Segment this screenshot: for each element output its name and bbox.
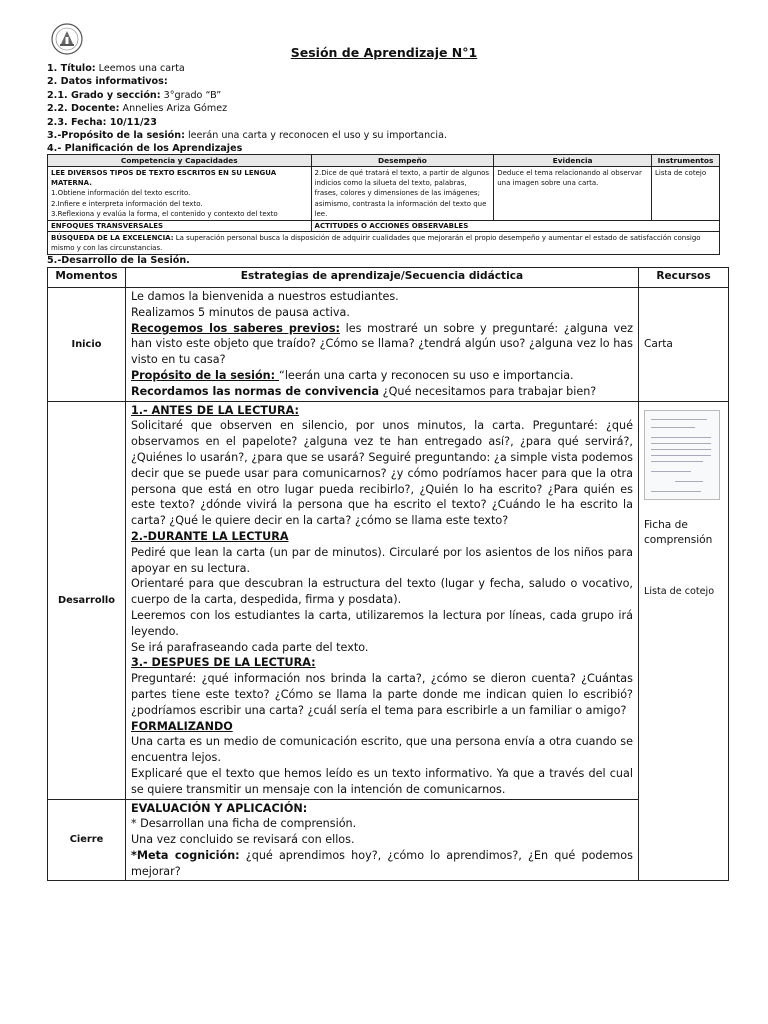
informative-data: 1. Título: Leemos una carta 2. Datos informativos: 2.1. Grado y sección: 3°grado “B” 2.2. Docente: Annelies Ariza Gómez 2.3. Fecha: 10/11/23 3.-Propósito de la sesión: leerán una carta y reconocen el uso y su importancia. 4.- Planificación de los Aprendizajes bbox=[47, 63, 448, 155]
plan-header: Competencia y Capacidades bbox=[48, 155, 312, 167]
strategy-cierre: EVALUACIÓN Y APLICACIÓN: * Desarrollan una ficha de comprensión. Una vez concluido se revisará con ellos. *Meta cognición: ¿qué aprendimos hoy?, ¿cómo lo aprendimos?, ¿En qué podemos mejorar? bbox=[125, 799, 638, 881]
resource-desarrollo: Ficha de comprensión Lista de cotejo bbox=[638, 401, 728, 881]
section-heading: 5.-Desarrollo de la Sesión. bbox=[47, 255, 190, 266]
page-title: Sesión de Aprendizaje N°1 bbox=[290, 45, 478, 60]
plan-header: Desempeño bbox=[311, 155, 494, 167]
plan-instrumentos: Lista de cotejo bbox=[651, 167, 719, 221]
dev-header: Recursos bbox=[638, 268, 728, 288]
moment-cierre: Cierre bbox=[48, 799, 126, 881]
plan-competencia: LEE DIVERSOS TIPOS DE TEXTO ESCRITOS EN SU LENGUA MATERNA. 1.Obtiene información del texto escrito. 2.Infiere e interpreta información del texto. 3.Reflexiona y evalúa la forma, el contenido y contexto del texto bbox=[48, 167, 312, 221]
moment-inicio: Inicio bbox=[48, 288, 126, 402]
excelencia-row: BÚSQUEDA DE LA EXCELENCIA: La superación personal busca la disposición de adquirir cualidades que mejorarán el propio desempeño y aumentar el estado de satisfacción consigo mismo y con las circunstancias. bbox=[48, 232, 720, 255]
letter-worksheet-thumbnail bbox=[644, 410, 720, 500]
plan-header: Evidencia bbox=[494, 155, 652, 167]
plan-header: Instrumentos bbox=[651, 155, 719, 167]
moment-desarrollo: Desarrollo bbox=[48, 401, 126, 799]
strategy-inicio: Le damos la bienvenida a nuestros estudiantes. Realizamos 5 minutos de pausa activa. Recogemos los saberes previos: les mostraré un sobre y preguntaré: ¿alguna vez han visto este objeto que traído? ¿Cómo se llama? ¿tendrá algún uso? ¿alguna vez lo has visto en tu casa? Propósito de la sesión: “leerán una carta y reconocen su uso e importancia. Recordamos las normas de convivencia ¿Qué necesitamos para trabajar bien? bbox=[125, 288, 638, 402]
plan-desempeno: 2.Dice de qué tratará el texto, a partir de algunos indicios como la silueta del texto, palabras, frases, colores y dimensiones de las imágenes; asimismo, contrasta la información del texto que lee. bbox=[311, 167, 494, 221]
actitudes-header: ACTITUDES O ACCIONES OBSERVABLES bbox=[311, 221, 719, 232]
enfoques-header: ENFOQUES TRANSVERSALES bbox=[48, 221, 312, 232]
session-table bbox=[47, 267, 729, 881]
planning-table bbox=[47, 154, 720, 255]
plan-evidencia: Deduce el tema relacionando al observar una imagen sobre una carta. bbox=[494, 167, 652, 221]
strategy-desarrollo: 1.- ANTES DE LA LECTURA: Solicitaré que observen en silencio, por unos minutos, la carta. Preguntaré: ¿qué observamos en el papelote? ¿alguna vez te han entregado así?, ¿para qué servirá?, ¿Quiénes lo usarán?, ¿para que se usará? Seguiré preguntando: ¿a simple vista podemos decir que se puede usar para comunicarnos? ¿y cómo podríamos hacer para que la otra persona que está en otro lugar pueda recibirlo?, ¿Quién lo ha escrito? ¿Para quién es este texto? ¿dónde vivirá la persona que ha escrito el texto? ¿Cuándo le ha escrito la carta? ¿Qué le quiere decir en la carta? ¿cómo se llama este texto? 2.-DURANTE LA LECTURA Pediré que lean la carta (un par de minutos). Circularé por los asientos de los niños para apoyar en su lectura. Orientaré para que descubran la estructura del texto (lugar y fecha, saludo o vocativo, cuerpo de la carta, despedida, firma y posdata). Leeremos con los estudiantes la carta, utilizaremos la lectura por líneas, cada grupo irá leyendo. Se irá parafraseando cada parte del texto. 3.- DESPUES DE LA LECTURA: Preguntaré: ¿qué información nos brinda la carta?, ¿cómo se dieron cuenta? ¿Cuántas partes tiene este texto? ¿Cómo se llama la parte donde me indican quien lo escribió? ¿podríamos escribir una carta? ¿cuál sería el tema para escribirle a un familiar o amigo? FORMALIZANDO Una carta es un medio de comunicación escrito, que una persona envía a otra cuando se encuentra lejos. Explicaré que el texto que hemos leído es un texto informativo. Ya que a través del cual se quiere transmitir un mensaje con la intención de comunicarnos. bbox=[125, 401, 638, 799]
dev-header: Momentos bbox=[48, 268, 126, 288]
resource-inicio: Carta bbox=[638, 288, 728, 402]
dev-header: Estrategias de aprendizaje/Secuencia didáctica bbox=[125, 268, 638, 288]
